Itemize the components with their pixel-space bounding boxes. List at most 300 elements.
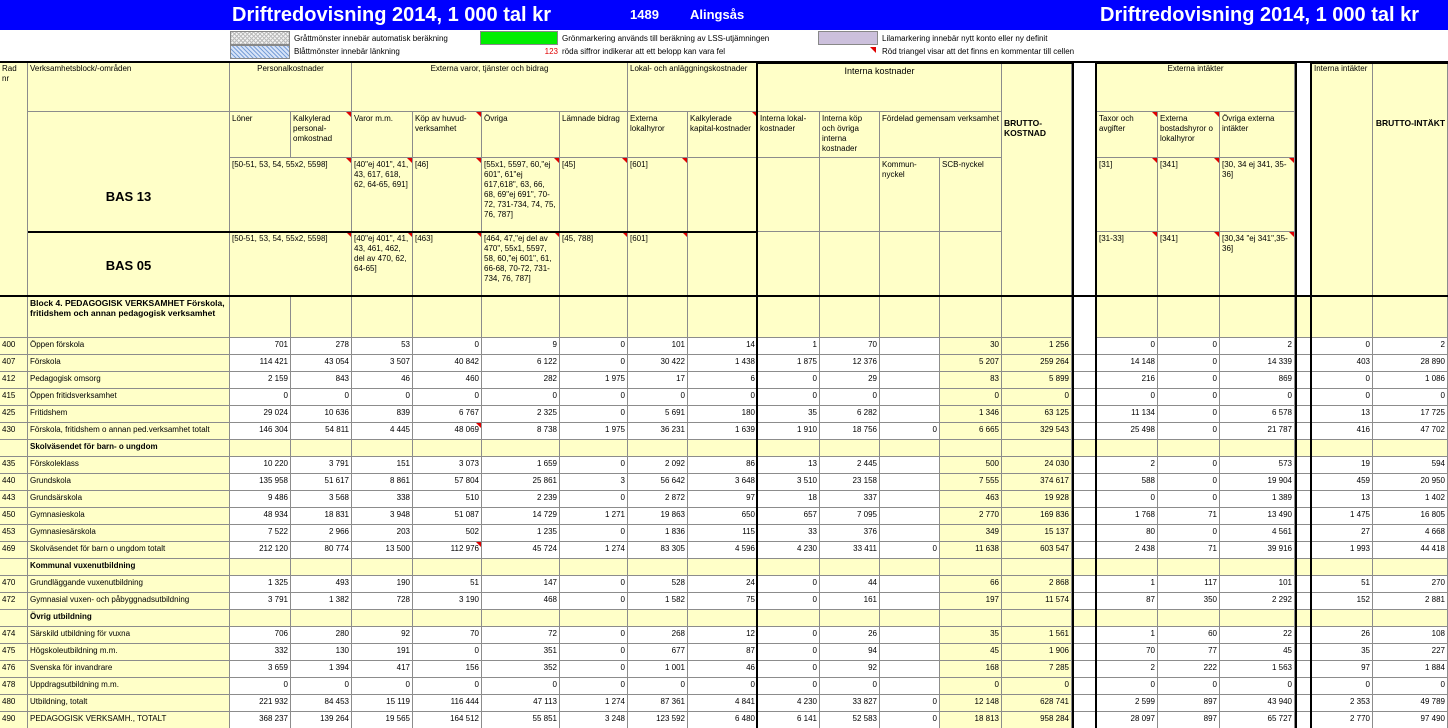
data-cell[interactable]: 5 207 [940,355,1002,372]
data-cell[interactable]: 33 411 [820,542,880,559]
data-cell[interactable]: 1 086 [1373,372,1448,389]
data-cell[interactable]: 71 [1158,508,1220,525]
data-cell[interactable]: 35 [758,406,820,423]
data-cell[interactable]: 33 827 [820,695,880,712]
data-cell[interactable]: 3 568 [291,491,352,508]
data-cell[interactable]: 1 561 [1002,627,1072,644]
data-cell[interactable]: 28 097 [1097,712,1158,728]
data-cell[interactable]: 460 [413,372,482,389]
data-cell[interactable]: 14 148 [1097,355,1158,372]
data-cell[interactable]: 463 [940,491,1002,508]
data-cell[interactable]: 11 134 [1097,406,1158,423]
data-cell[interactable]: 4 668 [1373,525,1448,542]
data-cell[interactable]: 0 [1158,678,1220,695]
data-cell[interactable]: 12 376 [820,355,880,372]
data-cell[interactable]: 594 [1373,457,1448,474]
data-cell[interactable]: 4 445 [352,423,413,440]
data-cell[interactable]: 2 353 [1312,695,1373,712]
data-cell[interactable]: 19 [1312,457,1373,474]
data-cell[interactable]: 51 087 [413,508,482,525]
data-cell[interactable]: 0 [560,576,628,593]
data-cell[interactable]: 2 [1097,661,1158,678]
data-cell[interactable]: 4 230 [758,695,820,712]
data-cell[interactable]: 0 [1158,457,1220,474]
data-cell[interactable]: 1 475 [1312,508,1373,525]
data-cell[interactable]: 1 [758,338,820,355]
data-cell[interactable]: 46 [688,661,758,678]
data-cell[interactable]: 25 498 [1097,423,1158,440]
data-cell[interactable]: 47 702 [1373,423,1448,440]
data-cell[interactable]: 29 024 [230,406,291,423]
data-cell[interactable] [880,457,940,474]
data-cell[interactable]: 108 [1373,627,1448,644]
data-cell[interactable]: 7 285 [1002,661,1072,678]
data-cell[interactable]: 11 574 [1002,593,1072,610]
data-cell[interactable]: 0 [880,423,940,440]
data-cell[interactable]: 26 [1312,627,1373,644]
data-cell[interactable]: 1 274 [560,695,628,712]
data-cell[interactable]: 101 [1220,576,1295,593]
data-cell[interactable]: 87 361 [628,695,688,712]
data-cell[interactable]: 11 638 [940,542,1002,559]
data-cell[interactable]: 147 [482,576,560,593]
data-cell[interactable]: 1 389 [1220,491,1295,508]
data-cell[interactable]: 0 [880,695,940,712]
data-cell[interactable]: 135 958 [230,474,291,491]
data-cell[interactable]: 259 264 [1002,355,1072,372]
data-cell[interactable]: 3 948 [352,508,413,525]
data-cell[interactable]: 1 382 [291,593,352,610]
data-cell[interactable]: 48 069 [413,423,482,440]
data-cell[interactable]: 5 899 [1002,372,1072,389]
data-cell[interactable] [880,389,940,406]
data-cell[interactable]: 70 [413,627,482,644]
data-cell[interactable]: 146 304 [230,423,291,440]
data-cell[interactable]: 164 512 [413,712,482,728]
data-cell[interactable] [880,627,940,644]
data-cell[interactable]: 0 [1097,491,1158,508]
data-cell[interactable]: 46 [352,372,413,389]
data-cell[interactable]: 18 [758,491,820,508]
data-cell[interactable]: 45 724 [482,542,560,559]
data-cell[interactable]: 0 [560,525,628,542]
data-cell[interactable]: 2 445 [820,457,880,474]
data-cell[interactable]: 57 804 [413,474,482,491]
data-cell[interactable]: 26 [820,627,880,644]
data-cell[interactable]: 1 394 [291,661,352,678]
data-cell[interactable]: 33 [758,525,820,542]
data-cell[interactable]: 0 [560,593,628,610]
data-cell[interactable]: 0 [1002,389,1072,406]
data-cell[interactable]: 282 [482,372,560,389]
data-cell[interactable]: 227 [1373,644,1448,661]
data-cell[interactable]: 8 738 [482,423,560,440]
data-cell[interactable]: 268 [628,627,688,644]
data-cell[interactable] [880,338,940,355]
data-cell[interactable]: 51 [413,576,482,593]
data-cell[interactable]: 116 444 [413,695,482,712]
data-cell[interactable]: 12 [688,627,758,644]
data-cell[interactable]: 18 756 [820,423,880,440]
data-cell[interactable]: 0 [820,389,880,406]
data-cell[interactable]: 139 264 [291,712,352,728]
data-cell[interactable]: 101 [628,338,688,355]
data-cell[interactable]: 7 095 [820,508,880,525]
data-cell[interactable] [880,372,940,389]
data-cell[interactable]: 3 507 [352,355,413,372]
data-cell[interactable]: 8 861 [352,474,413,491]
data-cell[interactable]: 94 [820,644,880,661]
data-cell[interactable]: 2 599 [1097,695,1158,712]
data-cell[interactable]: 6 122 [482,355,560,372]
data-cell[interactable]: 0 [1002,678,1072,695]
data-cell[interactable]: 2 [1097,457,1158,474]
data-cell[interactable]: 3 510 [758,474,820,491]
data-cell[interactable]: 2 325 [482,406,560,423]
data-cell[interactable]: 6 767 [413,406,482,423]
data-cell[interactable]: 97 490 [1373,712,1448,728]
data-cell[interactable]: 1 001 [628,661,688,678]
data-cell[interactable] [880,355,940,372]
data-cell[interactable] [880,661,940,678]
data-cell[interactable]: 18 813 [940,712,1002,728]
data-cell[interactable]: 270 [1373,576,1448,593]
data-cell[interactable]: 352 [482,661,560,678]
data-cell[interactable]: 728 [352,593,413,610]
data-cell[interactable]: 4 841 [688,695,758,712]
data-cell[interactable]: 24 [688,576,758,593]
data-cell[interactable]: 23 158 [820,474,880,491]
data-cell[interactable]: 0 [1097,389,1158,406]
data-cell[interactable]: 958 284 [1002,712,1072,728]
data-cell[interactable]: 706 [230,627,291,644]
data-cell[interactable]: 603 547 [1002,542,1072,559]
data-cell[interactable]: 4 561 [1220,525,1295,542]
data-cell[interactable]: 628 741 [1002,695,1072,712]
data-cell[interactable]: 21 787 [1220,423,1295,440]
data-cell[interactable]: 24 030 [1002,457,1072,474]
data-cell[interactable]: 6 665 [940,423,1002,440]
data-cell[interactable]: 468 [482,593,560,610]
data-cell[interactable]: 203 [352,525,413,542]
data-cell[interactable]: 47 113 [482,695,560,712]
data-cell[interactable]: 84 453 [291,695,352,712]
data-cell[interactable]: 839 [352,406,413,423]
data-cell[interactable]: 60 [1158,627,1220,644]
data-cell[interactable]: 650 [688,508,758,525]
data-cell[interactable]: 0 [1158,474,1220,491]
data-cell[interactable]: 117 [1158,576,1220,593]
data-cell[interactable]: 4 230 [758,542,820,559]
data-cell[interactable]: 500 [940,457,1002,474]
data-cell[interactable]: 2 881 [1373,593,1448,610]
data-cell[interactable]: 75 [688,593,758,610]
data-cell[interactable]: 0 [1312,338,1373,355]
data-cell[interactable]: 869 [1220,372,1295,389]
data-cell[interactable]: 528 [628,576,688,593]
data-cell[interactable]: 36 231 [628,423,688,440]
data-cell[interactable]: 7 522 [230,525,291,542]
data-cell[interactable]: 197 [940,593,1002,610]
data-cell[interactable]: 156 [413,661,482,678]
data-cell[interactable]: 1 235 [482,525,560,542]
data-cell[interactable]: 25 861 [482,474,560,491]
data-cell[interactable]: 403 [1312,355,1373,372]
data-cell[interactable]: 221 932 [230,695,291,712]
data-cell[interactable]: 16 805 [1373,508,1448,525]
data-cell[interactable]: 71 [1158,542,1220,559]
data-cell[interactable]: 1 438 [688,355,758,372]
data-cell[interactable]: 123 592 [628,712,688,728]
data-cell[interactable]: 1 910 [758,423,820,440]
data-cell[interactable]: 87 [1097,593,1158,610]
data-cell[interactable]: 3 [560,474,628,491]
data-cell[interactable]: 0 [560,491,628,508]
data-cell[interactable]: 2 [1373,338,1448,355]
data-cell[interactable]: 51 617 [291,474,352,491]
data-cell[interactable]: 573 [1220,457,1295,474]
data-cell[interactable]: 0 [413,338,482,355]
data-cell[interactable]: 17 [628,372,688,389]
data-cell[interactable]: 0 [628,678,688,695]
data-cell[interactable]: 1 884 [1373,661,1448,678]
data-cell[interactable]: 677 [628,644,688,661]
data-cell[interactable]: 161 [820,593,880,610]
data-cell[interactable]: 2 966 [291,525,352,542]
data-cell[interactable]: 349 [940,525,1002,542]
data-cell[interactable]: 0 [758,576,820,593]
data-cell[interactable]: 13 500 [352,542,413,559]
data-cell[interactable]: 2 092 [628,457,688,474]
data-cell[interactable]: 83 [940,372,1002,389]
data-cell[interactable]: 0 [758,678,820,695]
data-cell[interactable]: 54 811 [291,423,352,440]
data-cell[interactable]: 35 [940,627,1002,644]
data-cell[interactable]: 2 [1220,338,1295,355]
data-cell[interactable]: 0 [482,389,560,406]
data-cell[interactable]: 0 [688,678,758,695]
data-cell[interactable]: 2 438 [1097,542,1158,559]
data-cell[interactable]: 2 159 [230,372,291,389]
data-cell[interactable]: 15 137 [1002,525,1072,542]
data-cell[interactable]: 14 [688,338,758,355]
data-cell[interactable]: 0 [940,389,1002,406]
data-cell[interactable]: 5 691 [628,406,688,423]
data-cell[interactable]: 191 [352,644,413,661]
data-cell[interactable]: 0 [560,338,628,355]
data-cell[interactable]: 9 [482,338,560,355]
data-cell[interactable]: 417 [352,661,413,678]
data-cell[interactable]: 0 [940,678,1002,695]
data-cell[interactable]: 216 [1097,372,1158,389]
data-cell[interactable]: 3 073 [413,457,482,474]
data-cell[interactable]: 0 [482,678,560,695]
data-cell[interactable]: 212 120 [230,542,291,559]
data-cell[interactable]: 493 [291,576,352,593]
data-cell[interactable]: 40 842 [413,355,482,372]
data-cell[interactable]: 92 [820,661,880,678]
data-cell[interactable]: 0 [1158,338,1220,355]
data-cell[interactable]: 0 [1312,678,1373,695]
data-cell[interactable]: 2 872 [628,491,688,508]
data-cell[interactable]: 14 339 [1220,355,1295,372]
data-cell[interactable]: 20 950 [1373,474,1448,491]
data-cell[interactable]: 10 220 [230,457,291,474]
data-cell[interactable]: 0 [560,389,628,406]
data-cell[interactable]: 3 791 [230,593,291,610]
data-cell[interactable]: 1 768 [1097,508,1158,525]
data-cell[interactable]: 80 774 [291,542,352,559]
data-cell[interactable]: 2 770 [940,508,1002,525]
data-cell[interactable]: 374 617 [1002,474,1072,491]
data-cell[interactable] [880,576,940,593]
data-cell[interactable]: 3 791 [291,457,352,474]
data-cell[interactable]: 22 [1220,627,1295,644]
data-cell[interactable]: 1 975 [560,372,628,389]
data-cell[interactable]: 1 639 [688,423,758,440]
data-cell[interactable]: 17 725 [1373,406,1448,423]
data-cell[interactable]: 280 [291,627,352,644]
data-cell[interactable]: 168 [940,661,1002,678]
data-cell[interactable]: 222 [1158,661,1220,678]
data-cell[interactable]: 3 190 [413,593,482,610]
data-cell[interactable]: 55 851 [482,712,560,728]
data-cell[interactable]: 97 [688,491,758,508]
data-cell[interactable]: 0 [758,389,820,406]
data-cell[interactable]: 14 729 [482,508,560,525]
data-cell[interactable]: 92 [352,627,413,644]
data-cell[interactable]: 86 [688,457,758,474]
data-cell[interactable]: 1 271 [560,508,628,525]
data-cell[interactable] [880,508,940,525]
data-cell[interactable]: 44 [820,576,880,593]
data-cell[interactable]: 3 659 [230,661,291,678]
data-cell[interactable]: 28 890 [1373,355,1448,372]
data-cell[interactable]: 3 248 [560,712,628,728]
data-cell[interactable]: 0 [291,678,352,695]
data-cell[interactable]: 65 727 [1220,712,1295,728]
data-cell[interactable]: 1 582 [628,593,688,610]
data-cell[interactable]: 51 [1312,576,1373,593]
data-cell[interactable]: 77 [1158,644,1220,661]
data-cell[interactable]: 0 [560,661,628,678]
data-cell[interactable]: 114 421 [230,355,291,372]
data-cell[interactable]: 332 [230,644,291,661]
data-cell[interactable]: 115 [688,525,758,542]
data-cell[interactable]: 80 [1097,525,1158,542]
data-cell[interactable] [880,474,940,491]
data-cell[interactable]: 30 422 [628,355,688,372]
data-cell[interactable]: 44 418 [1373,542,1448,559]
data-cell[interactable]: 7 555 [940,474,1002,491]
data-cell[interactable]: 1 346 [940,406,1002,423]
data-cell[interactable]: 63 125 [1002,406,1072,423]
data-cell[interactable]: 0 [413,644,482,661]
data-cell[interactable]: 1 325 [230,576,291,593]
data-cell[interactable]: 53 [352,338,413,355]
data-cell[interactable]: 0 [230,389,291,406]
data-cell[interactable]: 1 402 [1373,491,1448,508]
data-cell[interactable]: 6 578 [1220,406,1295,423]
data-cell[interactable]: 13 490 [1220,508,1295,525]
data-cell[interactable]: 0 [560,457,628,474]
data-cell[interactable]: 0 [758,644,820,661]
data-cell[interactable]: 180 [688,406,758,423]
data-cell[interactable]: 0 [1312,372,1373,389]
data-cell[interactable]: 0 [820,678,880,695]
data-cell[interactable]: 72 [482,627,560,644]
data-cell[interactable]: 0 [1158,372,1220,389]
data-cell[interactable]: 19 565 [352,712,413,728]
data-cell[interactable]: 0 [1158,525,1220,542]
data-cell[interactable]: 0 [560,644,628,661]
data-cell[interactable]: 2 770 [1312,712,1373,728]
data-cell[interactable]: 337 [820,491,880,508]
data-cell[interactable]: 30 [940,338,1002,355]
data-cell[interactable]: 45 [940,644,1002,661]
data-cell[interactable]: 897 [1158,695,1220,712]
data-cell[interactable]: 0 [758,627,820,644]
data-cell[interactable]: 12 148 [940,695,1002,712]
data-cell[interactable]: 70 [820,338,880,355]
data-cell[interactable]: 510 [413,491,482,508]
data-cell[interactable]: 0 [758,593,820,610]
data-cell[interactable] [880,678,940,695]
data-cell[interactable]: 0 [560,627,628,644]
data-cell[interactable]: 329 543 [1002,423,1072,440]
data-cell[interactable]: 0 [413,389,482,406]
data-cell[interactable] [880,525,940,542]
data-cell[interactable]: 0 [688,389,758,406]
data-cell[interactable]: 278 [291,338,352,355]
data-cell[interactable]: 0 [1097,338,1158,355]
data-cell[interactable]: 0 [230,678,291,695]
data-cell[interactable] [880,491,940,508]
data-cell[interactable]: 588 [1097,474,1158,491]
data-cell[interactable]: 2 868 [1002,576,1072,593]
data-cell[interactable]: 27 [1312,525,1373,542]
data-cell[interactable]: 66 [940,576,1002,593]
data-cell[interactable]: 19 904 [1220,474,1295,491]
data-cell[interactable]: 19 928 [1002,491,1072,508]
data-cell[interactable] [880,593,940,610]
data-cell[interactable]: 0 [352,678,413,695]
data-cell[interactable]: 87 [688,644,758,661]
data-cell[interactable]: 4 596 [688,542,758,559]
data-cell[interactable]: 0 [1158,423,1220,440]
data-cell[interactable]: 1 563 [1220,661,1295,678]
data-cell[interactable]: 0 [560,355,628,372]
data-cell[interactable]: 1 993 [1312,542,1373,559]
data-cell[interactable]: 0 [1158,389,1220,406]
data-cell[interactable]: 112 976 [413,542,482,559]
data-cell[interactable]: 0 [758,372,820,389]
data-cell[interactable]: 350 [1158,593,1220,610]
data-cell[interactable]: 6 [688,372,758,389]
data-cell[interactable]: 897 [1158,712,1220,728]
data-cell[interactable] [880,406,940,423]
data-cell[interactable]: 45 [1220,644,1295,661]
data-cell[interactable]: 56 642 [628,474,688,491]
data-cell[interactable]: 151 [352,457,413,474]
data-cell[interactable]: 83 305 [628,542,688,559]
data-cell[interactable]: 1 659 [482,457,560,474]
data-cell[interactable]: 9 486 [230,491,291,508]
data-cell[interactable]: 49 789 [1373,695,1448,712]
data-cell[interactable]: 0 [352,389,413,406]
data-cell[interactable]: 0 [560,406,628,423]
data-cell[interactable]: 19 863 [628,508,688,525]
